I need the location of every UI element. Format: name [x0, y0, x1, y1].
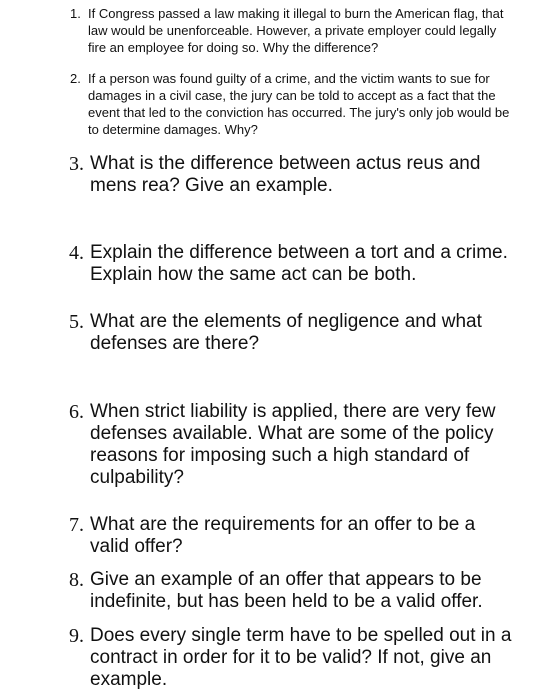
question-number: 3. [69, 153, 84, 175]
question-text: What is the difference between actus reus and mens rea? Give an example. [90, 153, 481, 196]
question-text: Explain the difference between a tort and a crime. Explain how the same act can be both. [90, 242, 508, 285]
question-3 [69, 153, 509, 197]
question-4 [69, 242, 524, 286]
question-text: What are the requirements for an offer to be a valid offer? [90, 514, 476, 557]
question-8 [69, 569, 519, 613]
question-number: 7. [69, 514, 84, 536]
question-number: 6. [69, 401, 84, 423]
question-7 [69, 514, 509, 558]
question-text: What are the elements of negligence and what defenses are there? [90, 311, 482, 354]
question-number: 9. [69, 625, 84, 647]
question-5 [69, 311, 509, 355]
question-number: 8. [69, 569, 84, 591]
question-text: If a person was found guilty of a crime, and the victim wants to sue for damages in a civil case, the jury can be told to accept as a fact that the event that led to the conviction has occurred. The jury's only job would be to determine damages. Why? [88, 71, 510, 137]
question-number: 2. [70, 71, 81, 86]
question-number: 4. [69, 242, 84, 264]
question-9 [69, 625, 524, 691]
question-number: 5. [69, 311, 84, 333]
question-2 [70, 70, 515, 138]
question-text: If Congress passed a law making it illegal to burn the American flag, that law would be unenforceable. However, a private employer could legally fire an employee for doing so. Why the difference? [88, 6, 504, 55]
question-text: When strict liability is applied, there are very few defenses available. What are some of the policy reasons for imposing such a high standard of culpability? [90, 401, 496, 488]
question-text: Give an example of an offer that appears to be indefinite, but has been held to be a valid offer. [90, 569, 483, 612]
question-1 [70, 5, 510, 56]
question-number: 1. [70, 6, 81, 21]
question-text: Does every single term have to be spelled out in a contract in order for it to be valid? If not, give an example. [90, 625, 512, 690]
question-6 [69, 401, 519, 489]
